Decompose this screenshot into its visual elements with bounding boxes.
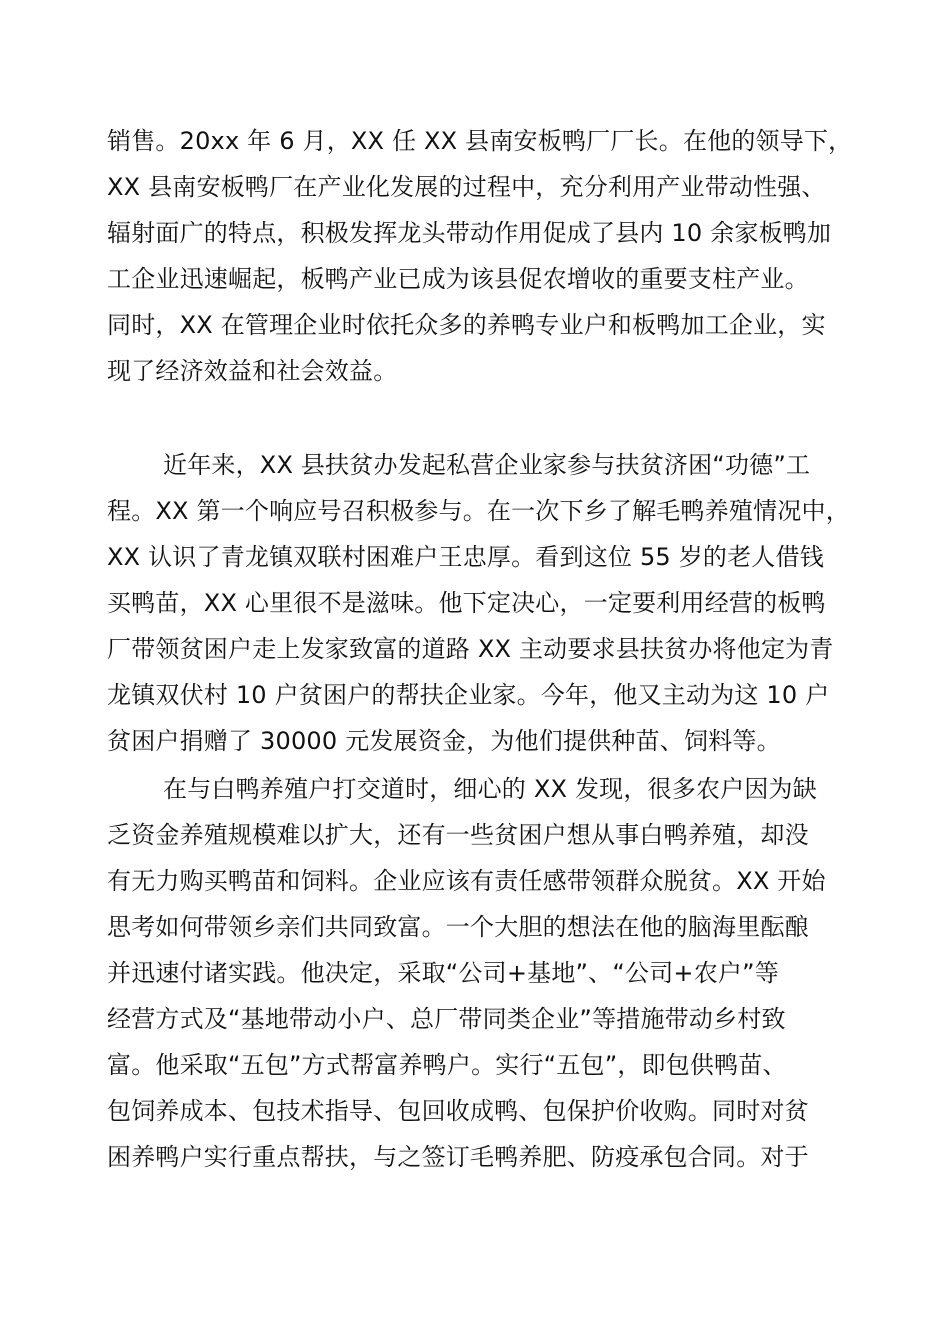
text-line: 乏资金养殖规模难以扩大，还有一些贫困户想从事白鸭养殖，却没: [107, 821, 809, 849]
text-line: 并迅速付诸实践。他决定，采取“公司+基地”、“公司+农户”等: [107, 959, 779, 987]
text-line: 工企业迅速崛起，板鸭产业已成为该县促农增收的重要支柱产业。: [107, 265, 809, 293]
text-line: 厂带领贫困户走上发家致富的道路 XX 主动要求县扶贫办将他定为青: [107, 635, 834, 663]
text-line: 经营方式及“基地带动小户、总厂带同类企业”等措施带动乡村致: [107, 1005, 786, 1033]
text-line: XX 县南安板鸭厂在产业化发展的过程中，充分利用产业带动性强、: [107, 173, 826, 201]
text-line: 辐射面广的特点，积极发挥龙头带动作用促成了县内 10 余家板鸭加: [107, 219, 832, 247]
text-line: 同时，XX 在管理企业时依托众多的养鸭专业户和板鸭加工企业，实: [107, 311, 826, 339]
text-line: 思考如何带领乡亲们共同致富。一个大胆的想法在他的脑海里酝酿: [107, 913, 809, 941]
text-line: 贫困户捐赠了 30000 元发展资金，为他们提供种苗、饲料等。: [107, 727, 781, 755]
paragraph: [107, 766, 842, 1180]
text-line: 程。XX 第一个响应号召积极参与。在一次下乡了解毛鸭养殖情况中，: [107, 497, 850, 525]
text-line: 困养鸭户实行重点帮扶，与之签订毛鸭养肥、防疫承包合同。对于: [107, 1143, 809, 1171]
text-line: 现了经济效益和社会效益。: [107, 357, 398, 385]
text-line: 在与白鸭养殖户打交道时，细心的 XX 发现，很多农户因为缺: [163, 775, 817, 803]
text-line: 有无力购买鸭苗和饲料。企业应该有责任感带领群众脱贫。XX 开始: [107, 867, 826, 895]
text-line: 近年来，XX 县扶贫办发起私营企业家参与扶贫济困“功德”工: [163, 451, 811, 479]
paragraph: [107, 442, 850, 764]
text-line: XX 认识了青龙镇双联村困难户王忠厚。看到这位 55 岁的老人借钱: [107, 543, 824, 571]
text-line: 龙镇双伏村 10 户贫困户的帮扶企业家。今年，他又主动为这 10 户: [107, 681, 830, 709]
text-line: 销售。20xx 年 6 月，XX 任 XX 县南安板鸭厂厂长。在他的领导下，: [107, 127, 853, 155]
paragraph: [107, 118, 853, 394]
text-line: 富。他采取“五包”方式帮富养鸭户。实行“五包”，即包供鸭苗、: [107, 1051, 787, 1079]
text-line: 包饲养成本、包技术指导、包回收成鸭、包保护价收购。同时对贫: [107, 1097, 809, 1125]
text-line: 买鸭苗，XX 心里很不是滋味。他下定决心，一定要利用经营的板鸭: [107, 589, 826, 617]
